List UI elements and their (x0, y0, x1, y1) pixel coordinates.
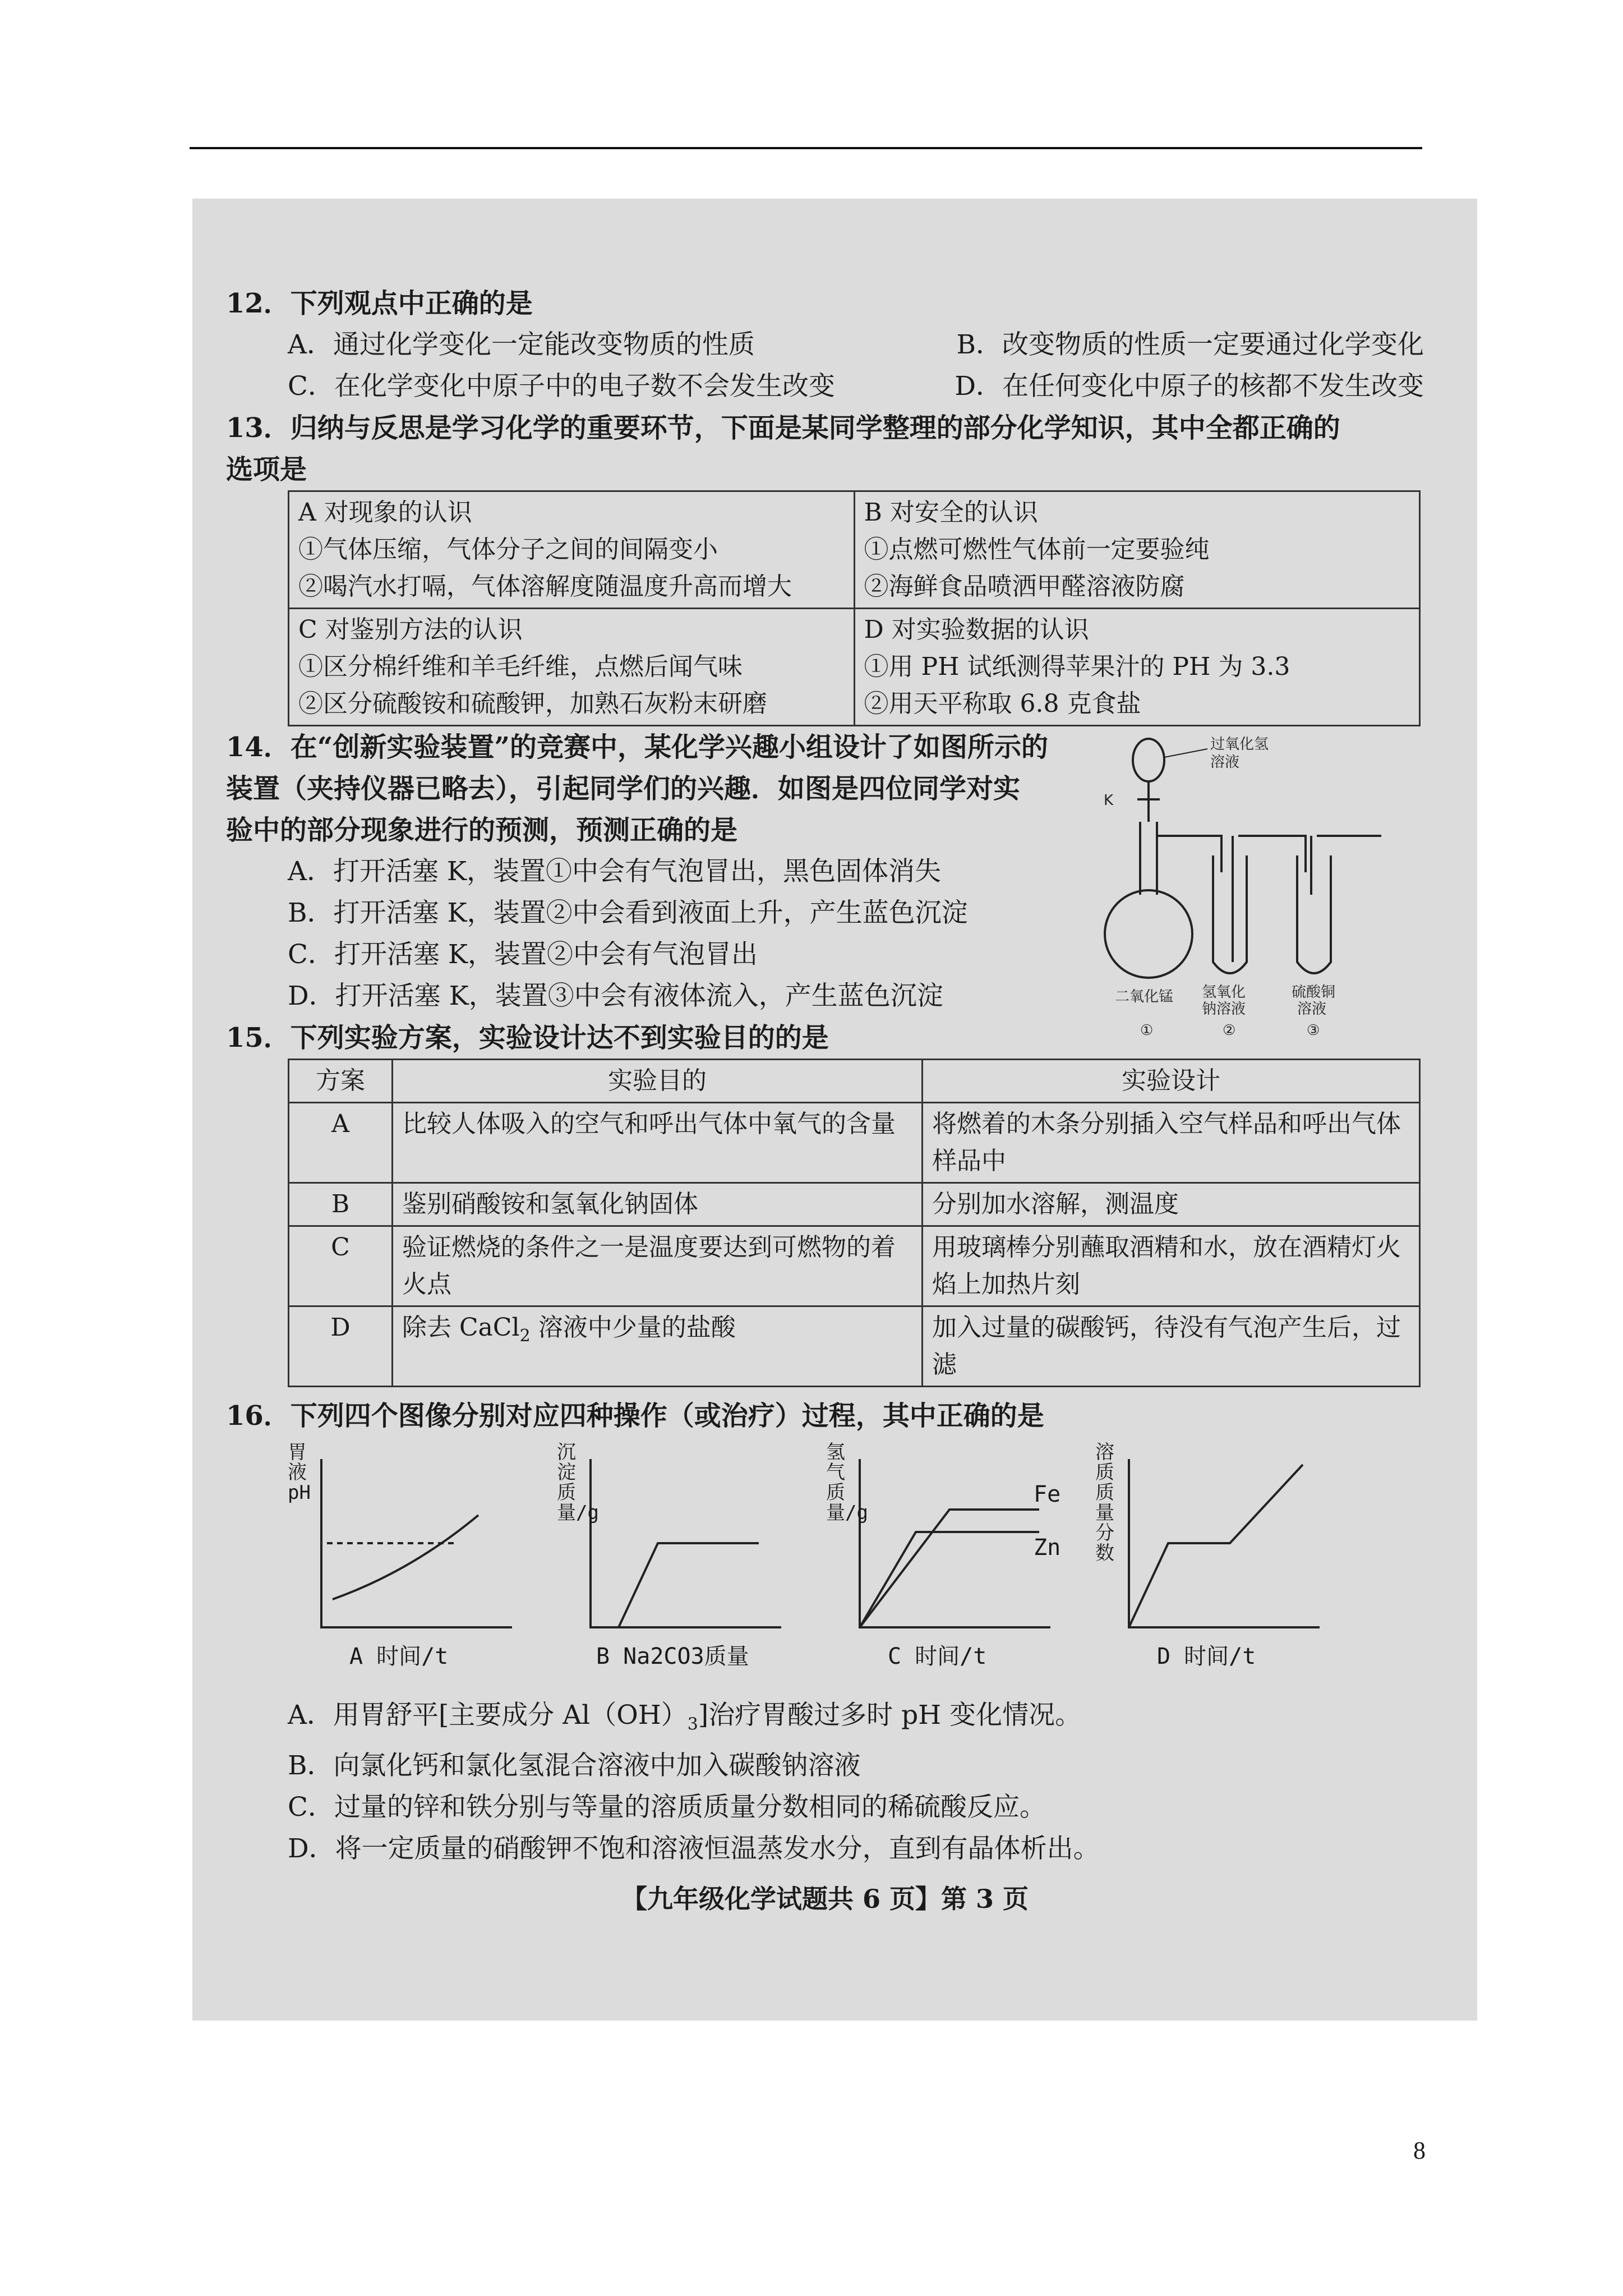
q13-b-item2: ②海鲜食品喷洒甲醛溶液防腐 (864, 572, 1185, 601)
graph-a-ylabel: 胃液pH (288, 1441, 311, 1504)
q13-c-item2: ②区分硫酸铵和硫酸钾，加熟石灰粉末研磨 (298, 689, 767, 718)
q15-row-d-goal-sub: 2 (519, 1326, 531, 1346)
graph-c-fe-label: Fe (1034, 1481, 1061, 1507)
q13-cell-b (854, 491, 1420, 609)
q12-option-b: B．改变物质的性质一定要通过化学变化 (956, 329, 1424, 360)
q12-option-a: A．通过化学变化一定能改变物质的性质 (288, 329, 755, 360)
q16-option-a-pre: A．用胃舒平[主要成分 Al（OH） (288, 1700, 688, 1731)
graph-a-svg (288, 1442, 534, 1667)
graph-c-xlabel: C 时间/t (888, 1644, 987, 1669)
q14-apparatus-diagram (1098, 726, 1390, 1041)
graph-d-curve (1129, 1465, 1303, 1627)
q15-row-b-plan: B (289, 1183, 393, 1226)
q14-option-d: D．打开活塞 K，装置③中会有液体流入，产生蓝色沉淀 (288, 981, 943, 1011)
label-h2o2-solution: 溶液 (1210, 754, 1240, 771)
q13-b-head: B 对安全的认识 (864, 498, 1038, 527)
q14-option-c: C．打开活塞 K，装置②中会有气泡冒出 (288, 939, 758, 970)
q13-cell-d (854, 609, 1420, 726)
q13-stem-line1: 13．归纳与反思是学习化学的重要环节，下面是某同学整理的部分化学知识，其中全都正确的 (226, 412, 1340, 444)
header-rule (190, 147, 1422, 149)
q13-a-head: A 对现象的认识 (298, 498, 472, 527)
q12-options-ab (226, 324, 1424, 366)
q13-cell-c (289, 609, 855, 726)
q13-b-item1: ①点燃可燃性气体前一定要验纯 (864, 535, 1210, 564)
pointer-h2o2 (1164, 749, 1207, 757)
q16-option-b: B．向氯化钙和氯化氢混合溶液中加入碳酸钠溶液 (288, 1750, 861, 1782)
q13-c-item1: ①区分棉纤维和羊毛纤维，点燃后闻气味 (298, 652, 743, 681)
funnel-bulb (1133, 739, 1164, 781)
q15-row-c-plan: C (289, 1226, 393, 1306)
q15-row-b-design: 分别加水溶解，测温度 (923, 1183, 1420, 1226)
graph-c-ylabel: 氢气质量/g (826, 1441, 868, 1524)
q16-option-c: C．过量的锌和铁分别与等量的溶质质量分数相同的稀硫酸反应。 (288, 1792, 1046, 1823)
flask-bulb (1105, 890, 1192, 978)
graph-c-zn-line (860, 1532, 1039, 1627)
test-tube-3 (1297, 855, 1331, 973)
q16-graph-b (557, 1442, 804, 1667)
q13-stem-line2: 选项是 (226, 454, 307, 485)
label-n3: ③ (1307, 1022, 1320, 1039)
label-cuso4-1: 硫酸铜 (1292, 984, 1336, 1001)
q15-row-b-goal: 鉴别硝酸铵和氢氧化钠固体 (393, 1183, 923, 1226)
q15-table (288, 1059, 1421, 1387)
q13-d-item2: ②用天平称取 6.8 克食盐 (864, 689, 1141, 718)
label-cuso4-2: 溶液 (1297, 1001, 1327, 1018)
q15-row-a-plan: A (289, 1103, 393, 1183)
q15-row-a-goal: 比较人体吸入的空气和呼出气体中氧气的含量 (393, 1103, 923, 1183)
test-tube-2 (1213, 855, 1247, 973)
graph-c-axes (860, 1459, 1050, 1627)
q12-option-c: C．在化学变化中原子中的电子数不会发生改变 (288, 371, 835, 402)
q15-row-d (289, 1306, 1420, 1387)
graph-a-curve (333, 1515, 478, 1599)
q15-row-d-goal-pre: 除去 CaCl (402, 1313, 520, 1342)
graph-d-xlabel: D 时间/t (1157, 1644, 1256, 1669)
graph-c-zn-label: Zn (1034, 1535, 1061, 1561)
page-number: 8 (1413, 2137, 1426, 2164)
q14-option-a: A．打开活塞 K，装置①中会有气泡冒出，黑色固体消失 (288, 856, 941, 887)
q13-a-item2: ②喝汽水打嗝，气体溶解度随温度升高而增大 (298, 572, 792, 601)
q14-option-b: B．打开活塞 K，装置②中会看到液面上升，产生蓝色沉淀 (288, 898, 968, 928)
q12-options-cd (226, 366, 1424, 407)
graph-b-xlabel: B Na2CO3质量 (596, 1644, 749, 1669)
q15-row-a (289, 1103, 1420, 1183)
q12-stem: 12．下列观点中正确的是 (226, 288, 533, 319)
label-naoh-1: 氢氧化 (1202, 984, 1246, 1001)
graph-b-curve (619, 1543, 759, 1627)
q13-d-item1: ①用 PH 试纸测得苹果汁的 PH 为 3.3 (864, 652, 1290, 681)
q15-row-d-design: 加入过量的碳酸钙，待没有气泡产生后，过滤 (923, 1306, 1420, 1387)
q16-graph-d (1095, 1442, 1342, 1667)
label-k: K (1104, 792, 1114, 809)
q15-row-d-goal (393, 1306, 923, 1387)
q15-head-plan: 方案 (289, 1060, 393, 1103)
q13-c-head: C 对鉴别方法的认识 (298, 615, 523, 644)
q16-options (226, 1695, 1424, 1870)
label-mno2: 二氧化锰 (1115, 988, 1174, 1005)
q16-graph-c (826, 1442, 1073, 1667)
q16-option-a (226, 1695, 1424, 1745)
graph-d-ylabel: 溶质质量分数 (1095, 1441, 1114, 1565)
q16-option-a-post: ]治疗胃酸过多时 pH 变化情况。 (698, 1700, 1082, 1731)
q13-cell-a (289, 491, 855, 609)
tube-2-3 (1238, 836, 1306, 872)
q15-row-c-design: 用玻璃棒分别蘸取酒精和水，放在酒精灯火焰上加热片刻 (923, 1226, 1420, 1306)
q14-stem-line1: 14．在“创新实验装置”的竞赛中，某化学兴趣小组设计了如图所示的 (226, 731, 1049, 763)
q12-option-d: D．在任何变化中原子的核都不发生改变 (955, 371, 1424, 402)
q15-row-c (289, 1226, 1420, 1306)
q14-text (226, 726, 1078, 1017)
q16-option-a-sub: 3 (687, 1714, 698, 1734)
q15-row-a-design: 将燃着的木条分别插入空气样品和呼出气体样品中 (923, 1103, 1420, 1183)
graph-b-ylabel: 沉淀质量/g (557, 1441, 599, 1524)
label-naoh-2: 钠溶液 (1202, 1001, 1246, 1018)
label-n2: ② (1223, 1022, 1236, 1039)
q14-stem-line2: 装置（夹持仪器已略去），引起同学们的兴趣．如图是四位同学对实 (226, 773, 1021, 804)
q15-head-design: 实验设计 (923, 1060, 1420, 1103)
q16-stem: 16．下列四个图像分别对应四种操作（或治疗）过程，其中正确的是 (226, 1400, 1044, 1432)
q15-row-d-plan: D (289, 1306, 393, 1387)
tube-1-2 (1157, 836, 1221, 872)
q15-row-b (289, 1183, 1420, 1226)
q16-graphs (288, 1442, 1424, 1667)
q15-head-goal: 实验目的 (393, 1060, 923, 1103)
q16-graph-a (288, 1442, 534, 1667)
q13-table (288, 490, 1421, 726)
q13-a-item1: ①气体压缩，气体分子之间的间隔变小 (298, 535, 718, 564)
q13-d-head: D 对实验数据的认识 (864, 615, 1089, 644)
label-n1: ① (1140, 1022, 1154, 1039)
graph-d-svg (1095, 1442, 1342, 1667)
graph-b-svg (557, 1442, 804, 1667)
page-footer: 【九年级化学试题共 6 页】第 3 页 (621, 1884, 1029, 1915)
graph-c-fe-line (860, 1510, 1039, 1627)
graph-a-xlabel: A 时间/t (349, 1644, 449, 1669)
scanned-exam-page (192, 199, 1477, 2021)
q14-stem-line3: 验中的部分现象进行的预测，预测正确的是 (226, 815, 738, 846)
q16-option-d: D．将一定质量的硝酸钾不饱和溶液恒温蒸发水分，直到有晶体析出。 (288, 1833, 1100, 1865)
q15-row-c-goal: 验证燃烧的条件之一是温度要达到可燃物的着火点 (393, 1226, 923, 1306)
q15-stem: 15．下列实验方案，实验设计达不到实验目的的是 (226, 1022, 829, 1053)
label-h2o2: 过氧化氢 (1210, 736, 1269, 753)
q15-row-d-goal-post: 溶液中少量的盐酸 (530, 1313, 736, 1342)
